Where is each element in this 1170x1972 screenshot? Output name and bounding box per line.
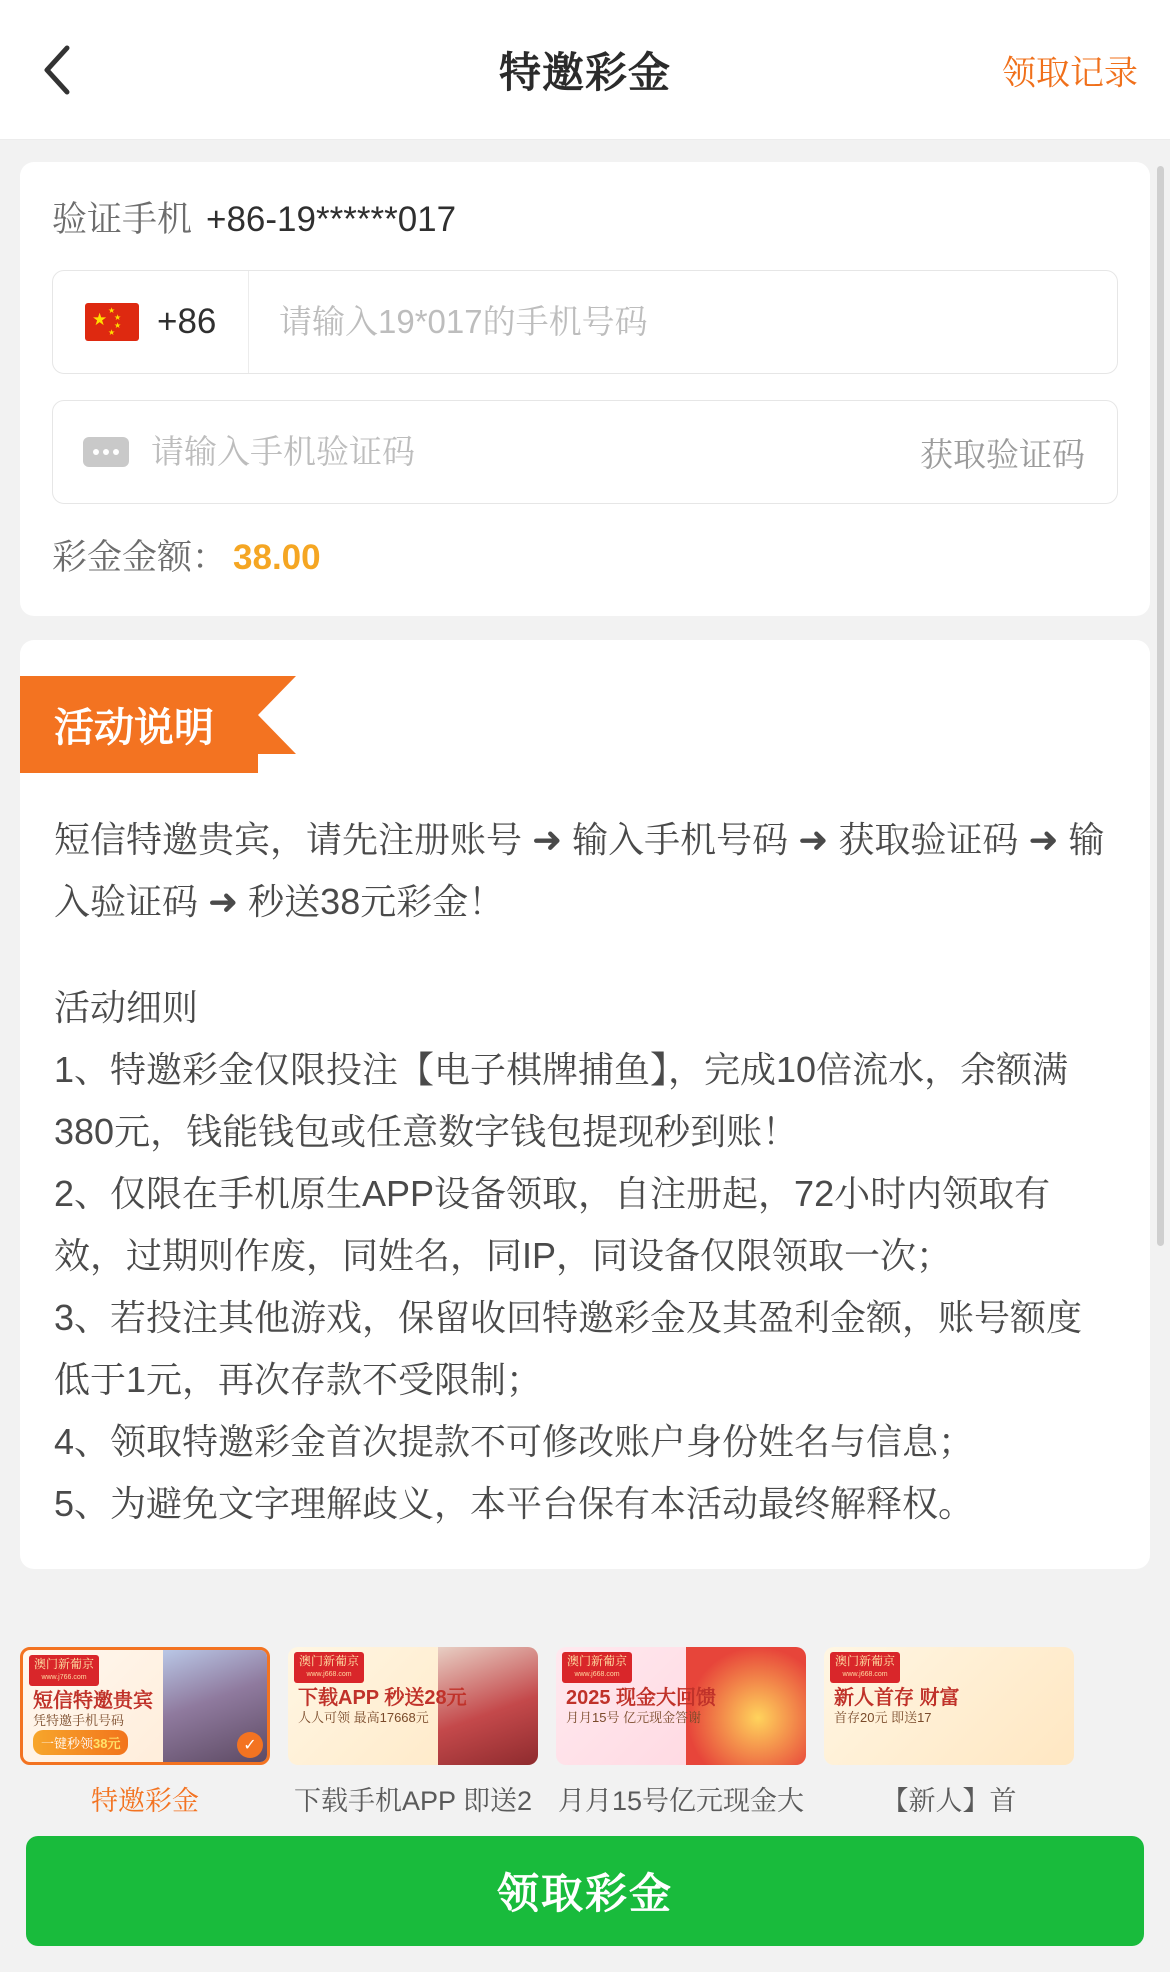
check-icon: ✓ [237,1732,263,1758]
page-title: 特邀彩金 [498,48,671,96]
country-code-label: +86 [157,302,217,341]
ribbon-container [20,640,1150,773]
get-code-button[interactable]: 获取验证码 [920,435,1085,473]
claim-bonus-button[interactable]: 领取彩金 [26,1836,1144,1946]
promo-card-invite-bonus[interactable] [20,1647,270,1818]
activity-rules-body [20,773,1150,1535]
promo-thumbnail [824,1647,1074,1765]
claim-records-link[interactable]: 领取记录 [1002,54,1138,92]
promo-card-download-app[interactable] [288,1647,538,1818]
promo-card-cash-back[interactable] [556,1647,806,1818]
brand-logo: 澳门新葡京 www.j668.com [294,1652,364,1683]
rules-detail-title: 活动细则 [54,987,199,1028]
rule-item: 4、领取特邀彩金首次提款不可修改账户身份姓名与信息； [54,1421,975,1462]
rule-item: 5、为避免文字理解歧义，本平台保有本活动最终解释权。 [54,1483,975,1524]
rule-item: 2、仅限在手机原生APP设备领取，自注册起，72小时内领取有效，过期则作废，同姓名，同IP，同设备仅限领取一次； [54,1173,1051,1276]
bonus-amount-row [52,530,1118,580]
brand-logo: 澳门新葡京 www.j766.com [29,1655,99,1686]
promo-thumbnail [556,1647,806,1765]
promo-caption: 【新人】首 [881,1786,1017,1816]
promo-line1: 新人首存 财富 [834,1687,960,1709]
rule-item: 3、若投注其他游戏，保留收回特邀彩金及其盈利金额，账号额度低于1元，再次存款不受限制； [54,1297,1083,1400]
sms-code-input-row[interactable] [52,400,1118,504]
promo-line1: 2025 现金大回馈 [566,1687,717,1709]
rules-spacer [54,933,1116,977]
phone-input[interactable] [249,271,1117,373]
promo-line2: 首存20元 即送17 [834,1710,932,1725]
promo-line2: 凭特邀手机号码 [33,1713,125,1728]
sms-code-input[interactable] [129,401,920,503]
back-button[interactable] [28,42,84,98]
activity-rules-ribbon: 活动说明 [20,676,258,773]
brand-logo: 澳门新葡京 www.j668.com [562,1652,632,1683]
rule-item: 1、特邀彩金仅限投注【电子棋牌捕鱼】，完成10倍流水，余额满380元，钱能钱包或任意数字钱包提现秒到账！ [54,1049,1069,1152]
page-header [0,0,1170,140]
promo-thumbnail [288,1647,538,1765]
bonus-amount-label: 彩金金额： [52,538,228,577]
chevron-left-icon [39,42,73,98]
promo-line1: 下载APP 秒送28元 [298,1687,467,1709]
verify-phone-label [52,192,1118,242]
promo-caption: 月月15号亿元现金大 [557,1786,805,1816]
scrollbar-thumb[interactable] [1157,166,1164,1246]
cta-container [0,1818,1170,1972]
brand-logo: 澳门新葡京 www.j668.com [830,1652,900,1683]
promo-caption: 下载手机APP 即送2 [293,1786,533,1816]
china-flag-icon: ★ ★ ★ ★ ★ [85,303,139,341]
promo-line1: 短信特邀贵宾 [33,1690,153,1712]
verification-card [20,162,1150,616]
masked-phone-value: +86-19******017 [206,200,457,239]
promo-line2: 人人可领 最高17668元 [298,1710,429,1725]
promo-caption: 特邀彩金 [91,1786,199,1816]
promo-badge: 一键秒领38元 [33,1730,128,1755]
promotion-carousel[interactable] [0,1647,1170,1818]
phone-input-row[interactable] [52,270,1118,374]
bonus-amount-value: 38.00 [233,538,321,577]
promo-card-new-user[interactable] [824,1647,1074,1818]
scroll-container[interactable] [0,140,1170,1643]
country-code-selector[interactable] [53,271,249,373]
dots-icon [83,437,129,467]
rules-intro: 短信特邀贵宾，请先注册账号 ➜ 输入手机号码 ➜ 获取验证码 ➜ 输入验证码 ➜ 秒送38元彩金！ [54,819,1105,922]
activity-rules-card [20,640,1150,1569]
promo-thumbnail [20,1647,270,1765]
verify-phone-text: 验证手机 [52,200,193,239]
promo-line2: 月月15号 亿元现金答谢 [566,1710,702,1725]
